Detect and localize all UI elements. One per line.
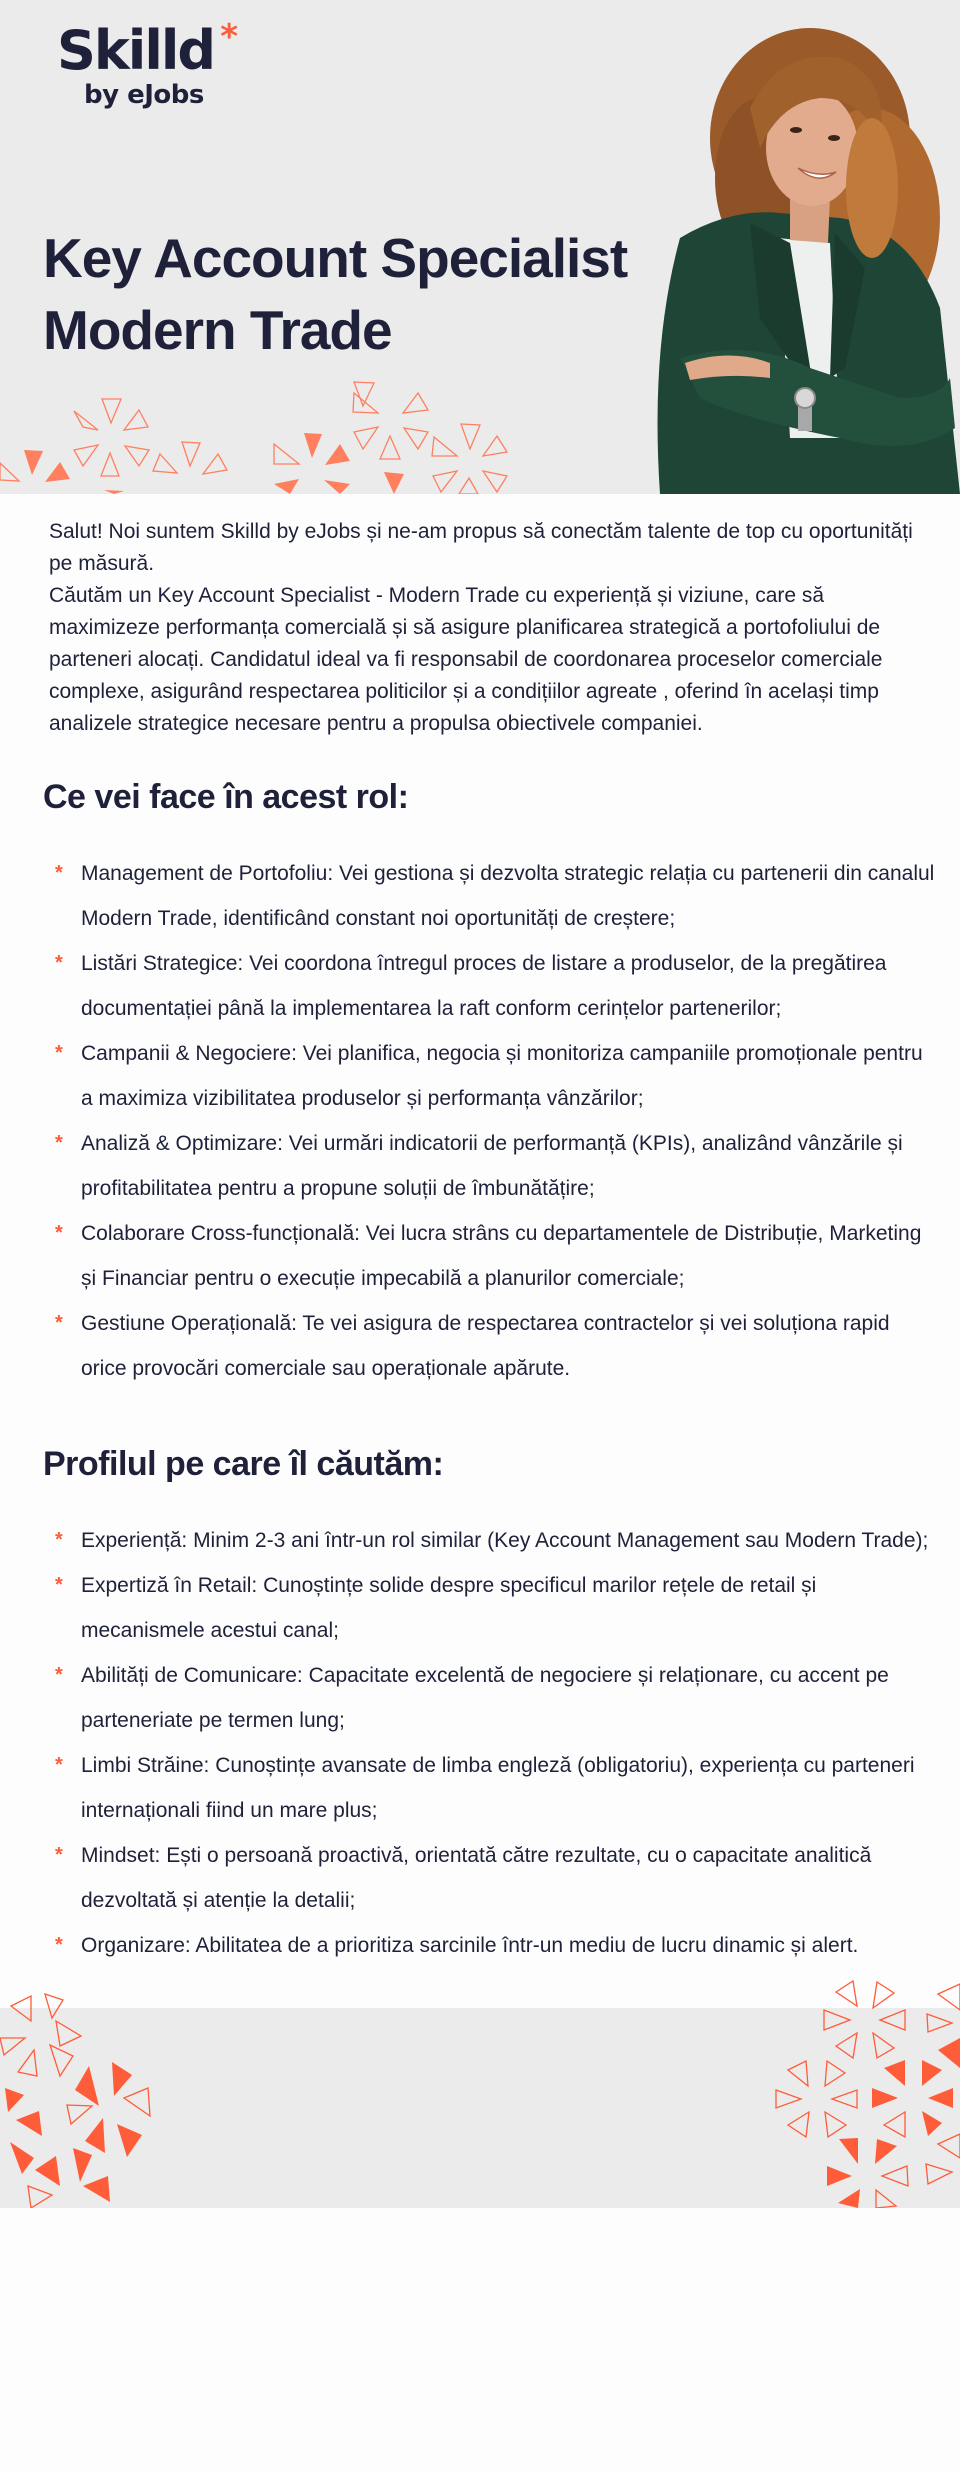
list-item: * Listări Strategice: Vei coordona întregul proces de listare a produselor, de la pregătirea documentației până la implementarea la raft conform cerințelor partenerilor; [81,941,935,1031]
intro-paragraph-1: Salut! Noi suntem Skilld by eJobs și ne-am propus să conectăm talente de top cu oportunități pe măsură. [49,520,913,575]
logo-asterisk-icon: * [220,17,236,57]
list-item: * Colaborare Cross-funcțională: Vei lucra strâns cu departamentele de Distribuție, Marketing și Financiar pentru o execuție impecabilă a planurilor comerciale; [81,1211,935,1301]
responsibilities-list [0,851,960,1391]
list-item: * Abilități de Comunicare: Capacitate excelentă de negociere și relaționare, cu accent pe parteneriate pe termen lung; [81,1653,935,1743]
list-item: * Mindset: Ești o persoană proactivă, orientată către rezultate, cu o capacitate analitică dezvoltată și atenție la detalii; [81,1833,935,1923]
asterisk-bullet-icon: * [55,1222,63,1244]
asterisk-bullet-icon: * [55,1132,63,1154]
list-item: * Expertiză în Retail: Cunoștințe solide despre specificul marilor rețele de retail și mecanismele acestui canal; [81,1563,935,1653]
decorative-triangles-icon [0,1978,170,2208]
asterisk-bullet-icon: * [55,1664,63,1686]
asterisk-bullet-icon: * [55,1042,63,1064]
asterisk-bullet-icon: * [55,862,63,884]
asterisk-bullet-icon: * [55,1529,63,1551]
logo-wordmark: Skilld * [57,17,236,82]
profile-heading: Profilul pe care îl căutăm: [43,1445,444,1483]
decorative-triangles-icon [0,370,540,494]
job-description [0,494,960,2008]
footer-band [0,2008,960,2208]
list-item: * Organizare: Abilitatea de a prioritiza sarcinile într-un mediu de lucru dinamic și alert. [81,1923,935,1968]
asterisk-bullet-icon: * [55,1574,63,1596]
responsibilities-heading: Ce vei face în acest rol: [43,778,409,816]
list-item: * Experiență: Minim 2-3 ani într-un rol similar (Key Account Management sau Modern Trade); [81,1518,935,1563]
job-title-line2: Modern Trade [43,299,392,361]
profile-list [0,1518,960,1968]
asterisk-bullet-icon: * [55,1754,63,1776]
job-title-line1: Key Account Specialist [43,227,628,289]
logo-tagline: by eJobs [84,80,204,110]
list-item: * Limbi Străine: Cunoștințe avansate de limba engleză (obligatoriu), experiența cu parteneri internaționali fiind un mare plus; [81,1743,935,1833]
intro-section [0,494,960,740]
asterisk-bullet-icon: * [55,1312,63,1334]
list-item: * Analiză & Optimizare: Vei urmări indicatorii de performanță (KPIs), analizând vânzările și profitabilitatea pentru a propune soluții de îmbunătățire; [81,1121,935,1211]
skilld-logo[interactable] [57,17,236,110]
asterisk-bullet-icon: * [55,1844,63,1866]
list-item: * Management de Portofoliu: Vei gestiona și dezvolta strategic relația cu partenerii din canalul Modern Trade, identificând constant noi oportunități de creștere; [81,851,935,941]
asterisk-bullet-icon: * [55,1934,63,1956]
decorative-triangles-icon [760,1968,960,2208]
portrait-photo [640,18,960,494]
list-item: * Campanii & Negociere: Vei planifica, negocia și monitoriza campaniile promoționale pentru a maximiza vizibilitatea produselor și performanța vânzărilor; [81,1031,935,1121]
intro-paragraph-2: Căutăm un Key Account Specialist - Modern Trade cu experiență și viziune, care să maximizeze performanța comercială și să asigure planificarea strategică a portofoliului de parteneri alocați. Candidatul ideal va fi responsabil de coordonarea proceselor comerciale complexe, asigurând respectarea politicilor și a condițiilor agreate , oferind în același timp analizele strategice necesare pentru a propulsa obiectivele companiei. [49,584,883,735]
hero-banner [0,0,960,494]
list-item: * Gestiune Operațională: Te vei asigura de respectarea contractelor și vei soluționa rapid orice provocări comerciale sau operaționale apărute. [81,1301,935,1391]
job-title [43,222,627,366]
asterisk-bullet-icon: * [55,952,63,974]
